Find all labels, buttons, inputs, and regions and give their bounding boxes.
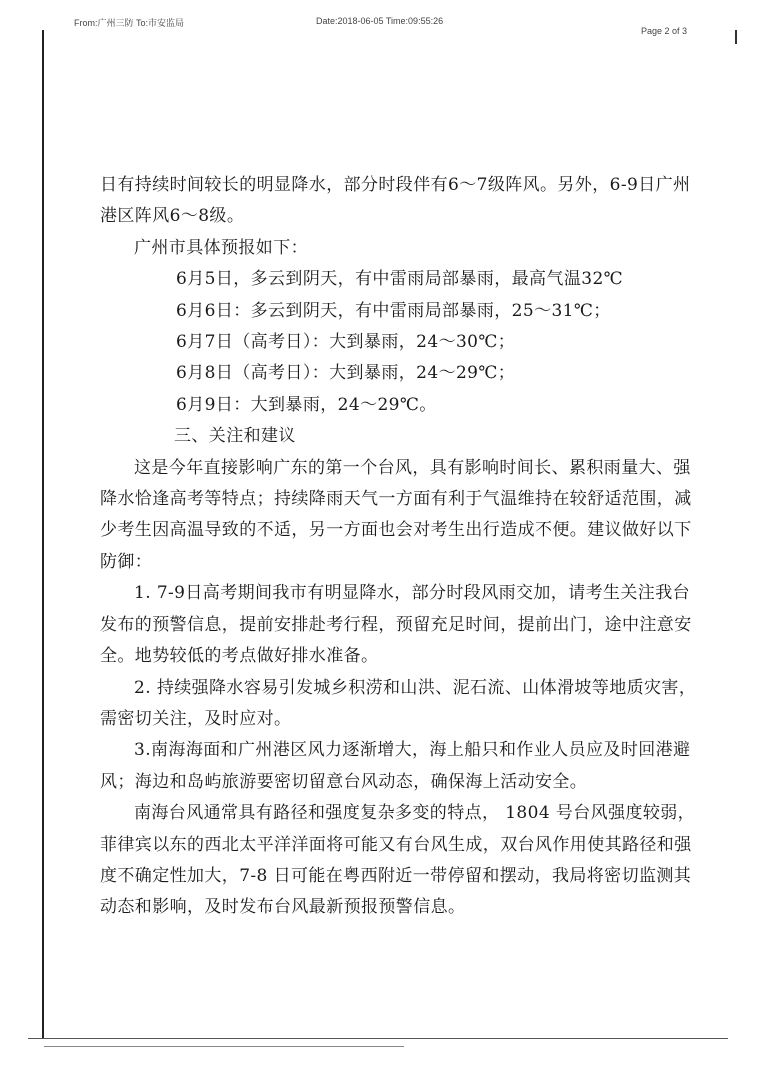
section-title: 三、关注和建议: [174, 426, 296, 447]
left-border-line: [42, 30, 44, 1038]
fax-header: [0, 14, 761, 36]
forecast-heading: 广州市具体预报如下：: [134, 237, 308, 258]
bottom-border-line-secondary: [44, 1046, 404, 1047]
fax-date-time: Date:2018-06-05 Time:09:55:26: [316, 16, 444, 26]
intro-continuation: 日有持续时间较长的明显降水，部分时段伴有6～7级阵风。另外，6-9日广州港区阵风6～8级。: [100, 175, 691, 227]
paragraph-typhoon-outlook: 南海台风通常具有路径和强度复杂多变的特点， 1804 号台风强度较弱，菲律宾以东的西北太平洋洋面将可能又有台风生成，双台风作用使其路径和强度不确定性加大，7-8 日可能在粤西附近一带停留和摆动，我局将密切监测其动态和影响，及时发布台风最新预报预警信息。: [100, 803, 696, 918]
top-right-tick-mark: [735, 30, 737, 44]
fax-page-number: Page 2 of 3: [641, 26, 688, 36]
bottom-border-line: [28, 1038, 728, 1039]
document-body: [100, 170, 700, 924]
forecast-day-7: 6月7日（高考日）：大到暴雨，24～30℃；: [176, 332, 516, 353]
forecast-day-5: 6月5日，多云到阴天，有中雷雨局部暴雨，最高气温32℃: [176, 269, 624, 290]
forecast-day-9: 6月9日：大到暴雨，24～29℃。: [176, 394, 437, 415]
fax-from-to: From:广州三防 To:市安监局: [74, 18, 185, 28]
paragraph-impact: 这是今年直接影响广东的第一个台风，具有影响时间长、累积雨量大、强降水恰逢高考等特点；持续降雨天气一方面有利于气温维持在较舒适范围，减少考生因高温导致的不适，另一方面也会对考生出行造成不便。建议做好以下防御：: [100, 457, 692, 572]
advice-item-3: 3.南海海面和广州港区风力逐渐增大，海上船只和作业人员应及时回港避风；海边和岛屿旅游要密切留意台风动态，确保海上活动安全。: [100, 740, 691, 792]
advice-item-2: 2. 持续强降水容易引发城乡积涝和山洪、泥石流、山体滑坡等地质灾害，需密切关注，及时应对。: [100, 677, 697, 729]
advice-item-1: 1. 7-9日高考期间我市有明显降水，部分时段风雨交加，请考生关注我台发布的预警信息，提前安排赴考行程，预留充足时间，提前出门，途中注意安全。地势较低的考点做好排水准备。: [100, 583, 692, 667]
forecast-day-6: 6月6日：多云到阴天，有中雷雨局部暴雨，25～31℃；: [176, 300, 611, 321]
forecast-day-8: 6月8日（高考日）：大到暴雨，24～29℃；: [176, 363, 516, 384]
